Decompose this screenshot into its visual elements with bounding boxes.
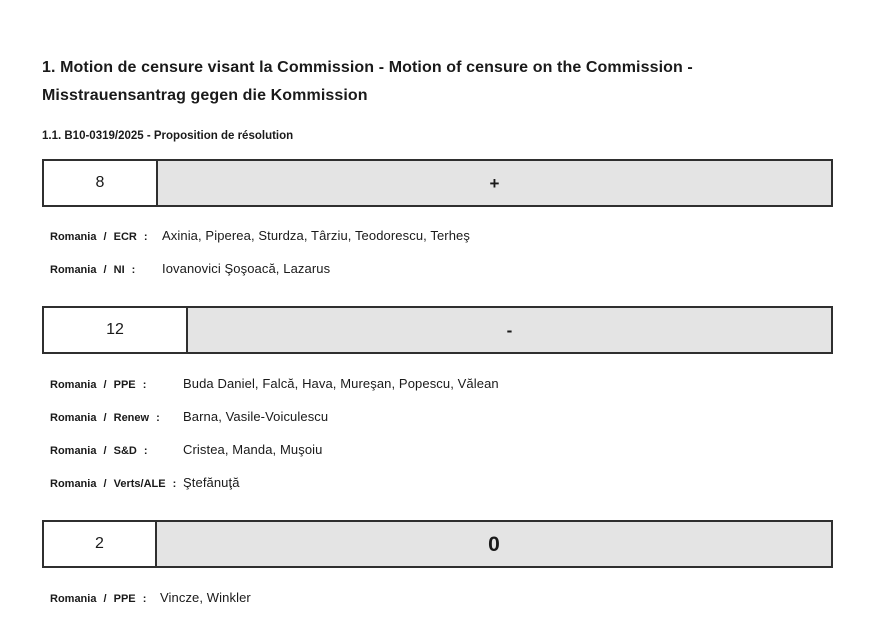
vote-rows-zero: [42, 591, 833, 606]
member-names: Ştefănuţă: [183, 475, 240, 490]
vote-count-cell: [44, 308, 188, 352]
country-group-label: Romania / S&D :: [50, 445, 148, 457]
title-line-2: Misstrauensantrag gegen die Kommission: [42, 87, 368, 104]
vote-count-cell: [44, 522, 157, 566]
vote-count-cell: [44, 161, 158, 205]
page-title: [42, 54, 833, 110]
country-group-label: Romania / ECR :: [50, 231, 148, 243]
member-names: Barna, Vasile-Voiculescu: [183, 409, 329, 424]
country-group-label: Romania / Renew :: [50, 412, 160, 424]
member-names: Cristea, Manda, Muşoiu: [183, 442, 323, 457]
vote-count: 8: [95, 174, 105, 191]
plus-symbol: +: [489, 173, 500, 193]
country-group-label: Romania / Verts/ALE :: [50, 478, 177, 490]
vote-rows-minus: [42, 377, 833, 491]
vote-symbol-cell: [158, 161, 831, 205]
vote-row: [42, 262, 833, 277]
country-group-label: Romania / PPE :: [50, 593, 147, 605]
country-group-label: Romania / PPE :: [50, 379, 147, 391]
vote-row: [42, 443, 833, 458]
vote-count: 12: [106, 321, 124, 338]
vote-row: [42, 377, 833, 392]
vote-count: 2: [95, 535, 104, 552]
vote-row: [42, 591, 833, 606]
minus-symbol: -: [506, 320, 513, 340]
vote-rows-plus: [42, 229, 833, 277]
vote-bar-zero: [42, 520, 833, 568]
vote-row: [42, 410, 833, 425]
vote-bar-plus: [42, 159, 833, 207]
title-line-1: 1. Motion de censure visant la Commission - Motion of censure on the Commission -: [42, 59, 693, 76]
member-names: Axinia, Piperea, Sturdza, Târziu, Teodorescu, Terheş: [162, 228, 470, 243]
vote-symbol-cell: [157, 522, 831, 566]
vote-row: [42, 476, 833, 491]
member-names: Vincze, Winkler: [160, 590, 251, 605]
vote-bar-minus: [42, 306, 833, 354]
vote-row: [42, 229, 833, 244]
member-names: Buda Daniel, Falcă, Hava, Mureşan, Popescu, Vălean: [183, 376, 499, 391]
country-group-label: Romania / NI :: [50, 264, 136, 276]
member-names: Iovanovici Şoşoacă, Lazarus: [162, 261, 331, 276]
page-subtitle: 1.1. B10-0319/2025 - Proposition de résolution: [42, 130, 294, 142]
zero-symbol: 0: [488, 532, 500, 556]
vote-symbol-cell: [188, 308, 831, 352]
